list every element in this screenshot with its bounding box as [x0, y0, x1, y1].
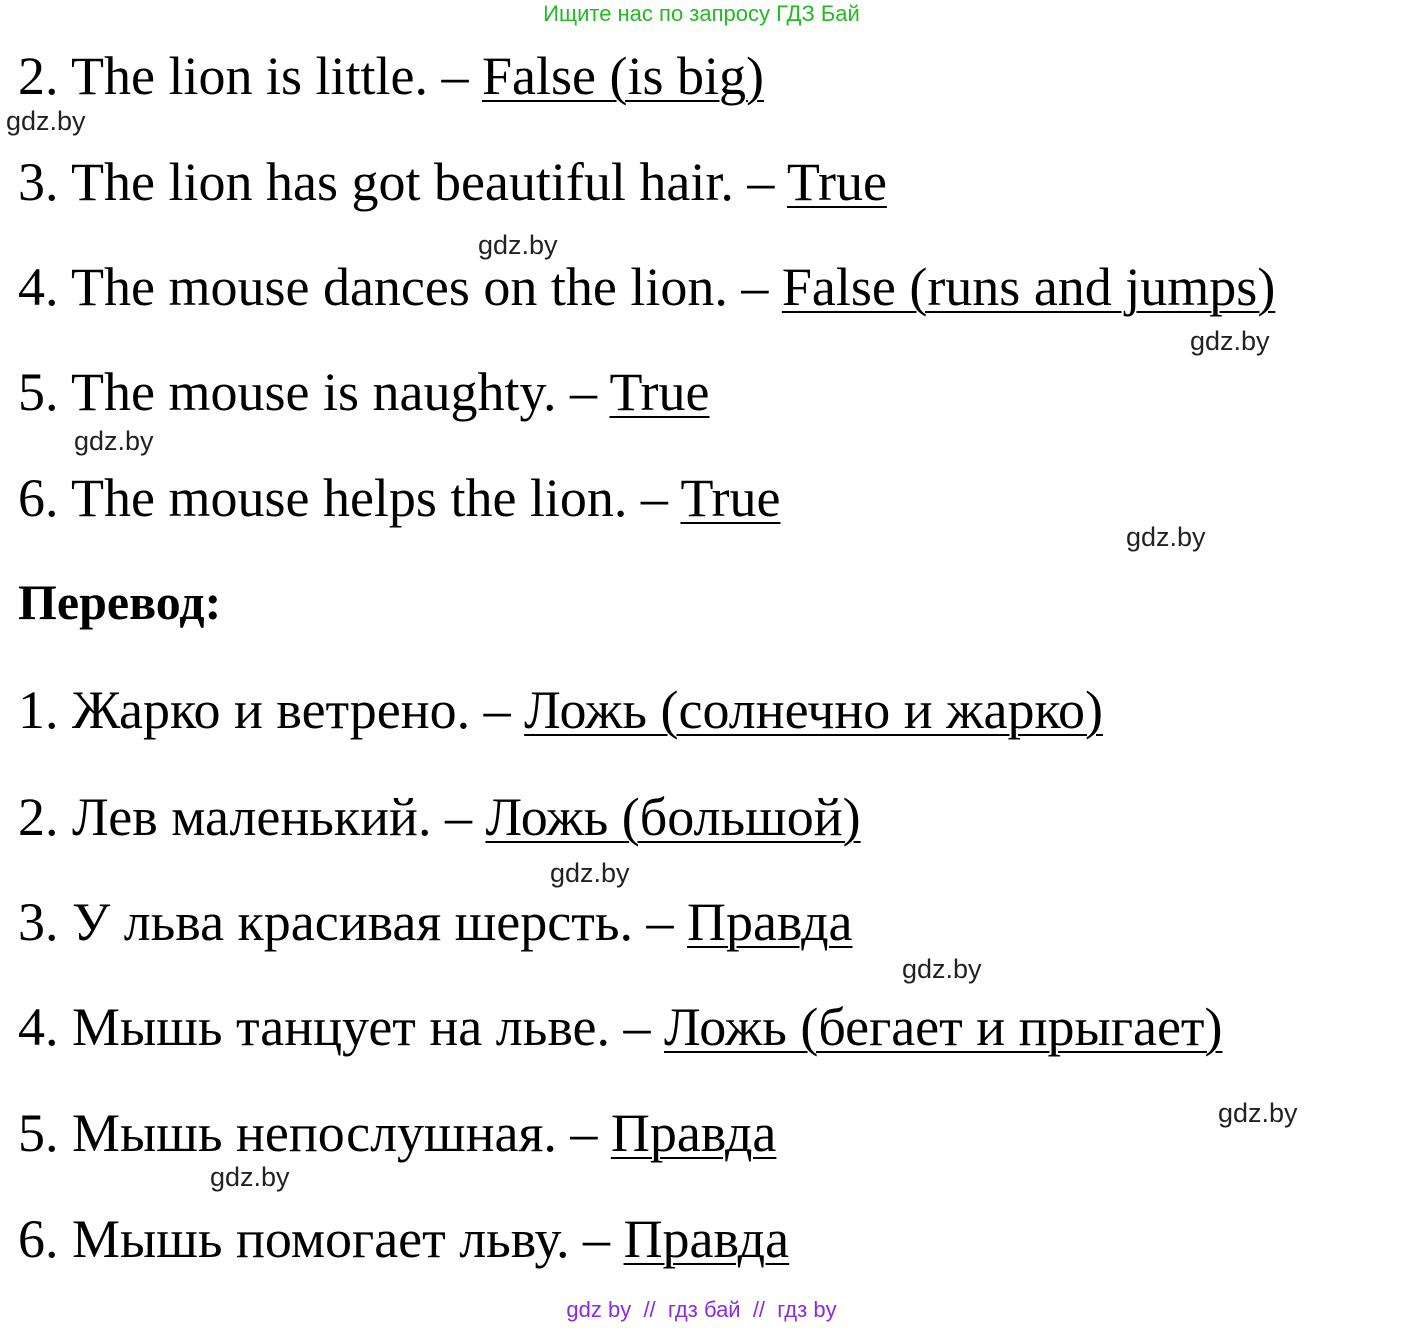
watermark: gdz.by — [6, 106, 86, 136]
english-item-4 — [18, 255, 1275, 319]
statement-text: 5. Мышь непослушная. – — [18, 1103, 611, 1163]
russian-item-3 — [18, 890, 853, 954]
watermark: gdz.by — [1126, 522, 1206, 552]
answer-text: Ложь (бегает и прыгает) — [663, 997, 1223, 1057]
statement-text: 5. The mouse is naughty. – — [18, 362, 610, 422]
statement-text: 2. The lion is little. – — [18, 46, 482, 106]
statement-text: 4. Мышь танцует на льве. – — [18, 997, 664, 1057]
answer-text: Правда — [686, 892, 853, 952]
russian-item-6 — [18, 1207, 789, 1271]
translation-heading: Перевод: — [18, 574, 222, 630]
watermark: gdz.by — [550, 858, 630, 888]
watermark: gdz.by — [478, 230, 558, 260]
watermark: gdz.by — [74, 426, 154, 456]
statement-text: 4. The mouse dances on the lion. – — [18, 257, 782, 317]
statement-text: 3. У льва красивая шерсть. – — [18, 892, 687, 952]
answer-text: False (is big) — [481, 46, 764, 106]
answer-text: Правда — [623, 1209, 790, 1269]
russian-item-2 — [18, 785, 861, 849]
answer-text: False (runs and jumps) — [781, 257, 1276, 317]
answer-text: True — [786, 152, 887, 212]
answer-text: Ложь (солнечно и жарко) — [524, 680, 1103, 740]
russian-item-5 — [18, 1101, 776, 1165]
english-item-3 — [18, 150, 887, 214]
english-item-6 — [18, 466, 781, 530]
watermark: gdz.by — [210, 1162, 290, 1192]
statement-text: 3. The lion has got beautiful hair. – — [18, 152, 787, 212]
answer-text: True — [609, 362, 710, 422]
russian-item-4 — [18, 995, 1223, 1059]
english-item-5 — [18, 360, 710, 424]
statement-text: 6. The mouse helps the lion. – — [18, 468, 681, 528]
watermark: gdz.by — [902, 954, 982, 984]
watermark: gdz.by — [1190, 326, 1270, 356]
answer-text: Правда — [610, 1103, 777, 1163]
footer-links: gdz by // гдз бай // гдз by — [566, 1297, 837, 1322]
answer-text: Ложь (большой) — [485, 787, 861, 847]
statement-text: 6. Мышь помогает льву. – — [18, 1209, 624, 1269]
watermark: gdz.by — [1218, 1098, 1298, 1128]
answer-text: True — [680, 468, 781, 528]
russian-item-1 — [18, 678, 1103, 742]
statement-text: 1. Жарко и ветрено. – — [18, 680, 525, 740]
statement-text: 2. Лев маленький. – — [18, 787, 486, 847]
top-banner: Ищите нас по запросу ГДЗ Бай — [543, 1, 860, 26]
english-item-2 — [18, 44, 764, 108]
